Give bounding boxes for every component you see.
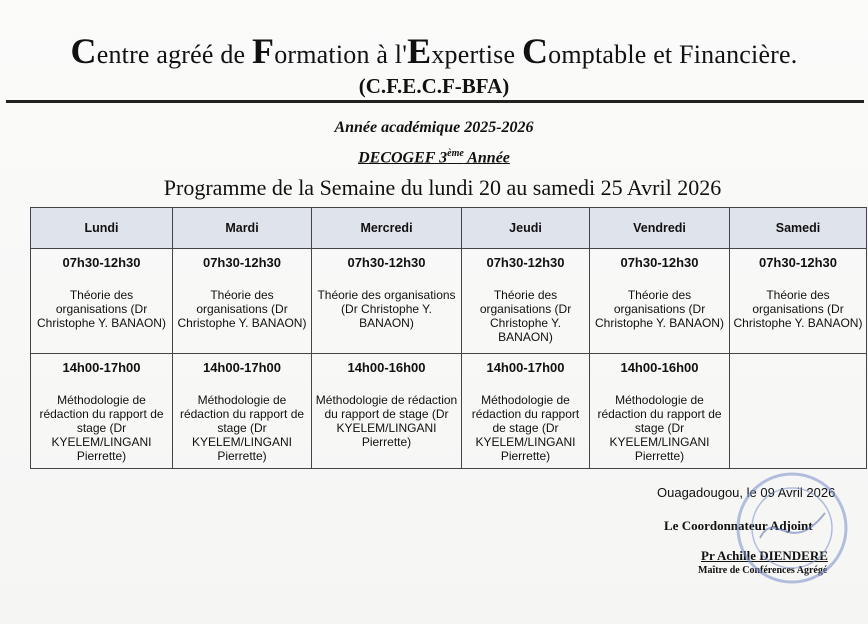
session-course: Méthodologie de rédaction du rapport de stage (Dr KYELEM/LINGANI Pierrette) (471, 393, 580, 463)
schedule-cell (462, 354, 590, 469)
session-course: Théorie des organisations (Dr Christophe Y. BANAON) (733, 288, 863, 330)
day-header: Mardi (173, 208, 312, 249)
session-course: Théorie des organisations (Dr Christophe Y. BANAON) (317, 288, 456, 330)
session-course: Théorie des organisations (Dr Christophe Y. BANAON) (37, 288, 166, 330)
session-time: 07h30-12h30 (620, 255, 699, 270)
schedule-cell (173, 249, 312, 354)
morning-row (31, 249, 867, 354)
program-name (0, 148, 868, 167)
schedule-cell-empty (730, 354, 867, 469)
schedule-cell (590, 249, 730, 354)
session-time: 14h00-17h00 (486, 360, 565, 375)
week-title: Programme de la Semaine du lundi 20 au samedi 25 Avril 2026 (163, 175, 722, 200)
title-part-3: xpertise (431, 40, 522, 69)
institution-abbreviation: (C.F.E.C.F-BFA) (358, 74, 510, 98)
session-course: Théorie des organisations (Dr Christophe Y. BANAON) (479, 288, 572, 344)
title-part-4: omptable et Financière. (548, 40, 798, 69)
session-course: Théorie des organisations (Dr Christophe Y. BANAON) (595, 288, 724, 330)
title-initial-f: F (251, 31, 275, 71)
title-part-1: entre agréé de (96, 40, 252, 69)
session-time: 14h00-17h00 (202, 360, 282, 375)
schedule-cell (312, 249, 462, 354)
title-part-2: ormation à l' (274, 40, 408, 69)
header-divider (6, 100, 864, 103)
session-time: 07h30-12h30 (62, 255, 141, 270)
signer-title: Maître de Conférences Agrégé (698, 565, 828, 576)
schedule-table (30, 207, 867, 469)
day-header: Samedi (730, 208, 867, 249)
session-time: 14h00-17h00 (62, 360, 141, 375)
session-course: Méthodologie de rédaction du rapport de stage (Dr KYELEM/LINGANI Pierrette) (179, 393, 305, 463)
day-header: Jeudi (462, 208, 590, 249)
session-course: Méthodologie de rédaction du rapport de stage (Dr KYELEM/LINGANI Pierrette) (597, 393, 722, 463)
program-name-main: DECOGEF 3 (358, 149, 448, 167)
program-name-sup: ème (447, 148, 464, 159)
title-initial-c: C (70, 31, 97, 71)
day-header-row (31, 208, 867, 249)
day-header: Mercredi (312, 208, 462, 249)
place-date: Ouagadougou, le 09 Avril 2026 (657, 485, 836, 500)
session-course: Méthodologie de rédaction du rapport de stage (Dr KYELEM/LINGANI Pierrette) (39, 393, 164, 463)
session-course: Méthodologie de rédaction du rapport de stage (Dr KYELEM/LINGANI Pierrette) (315, 393, 458, 449)
official-stamp-icon (730, 468, 854, 588)
afternoon-row (31, 354, 867, 469)
day-header: Lundi (31, 208, 173, 249)
session-time: 07h30-12h30 (347, 255, 426, 270)
session-time: 14h00-16h00 (620, 360, 699, 375)
schedule-cell (173, 354, 312, 469)
session-course: Théorie des organisations (Dr Christophe Y. BANAON) (177, 288, 307, 330)
schedule-cell (312, 354, 462, 469)
signer-role: Le Coordonnateur Adjoint (664, 518, 813, 533)
academic-year: Année académique 2025-2026 (334, 119, 534, 136)
schedule-cell (590, 354, 730, 469)
schedule-cell (31, 249, 173, 354)
title-initial-e: E (407, 31, 432, 71)
institution-title (0, 30, 868, 72)
schedule-cell (730, 249, 867, 354)
signer-name: Pr Achille DIENDERE (701, 548, 828, 563)
schedule-cell (462, 249, 590, 354)
session-time: 07h30-12h30 (202, 255, 282, 270)
program-name-suffix: Année (463, 149, 510, 167)
session-time: 07h30-12h30 (486, 255, 565, 270)
session-time: 14h00-16h00 (347, 360, 426, 375)
day-header: Vendredi (590, 208, 730, 249)
title-initial-c2: C (521, 31, 549, 71)
schedule-cell (31, 354, 173, 469)
session-time: 07h30-12h30 (758, 255, 838, 270)
